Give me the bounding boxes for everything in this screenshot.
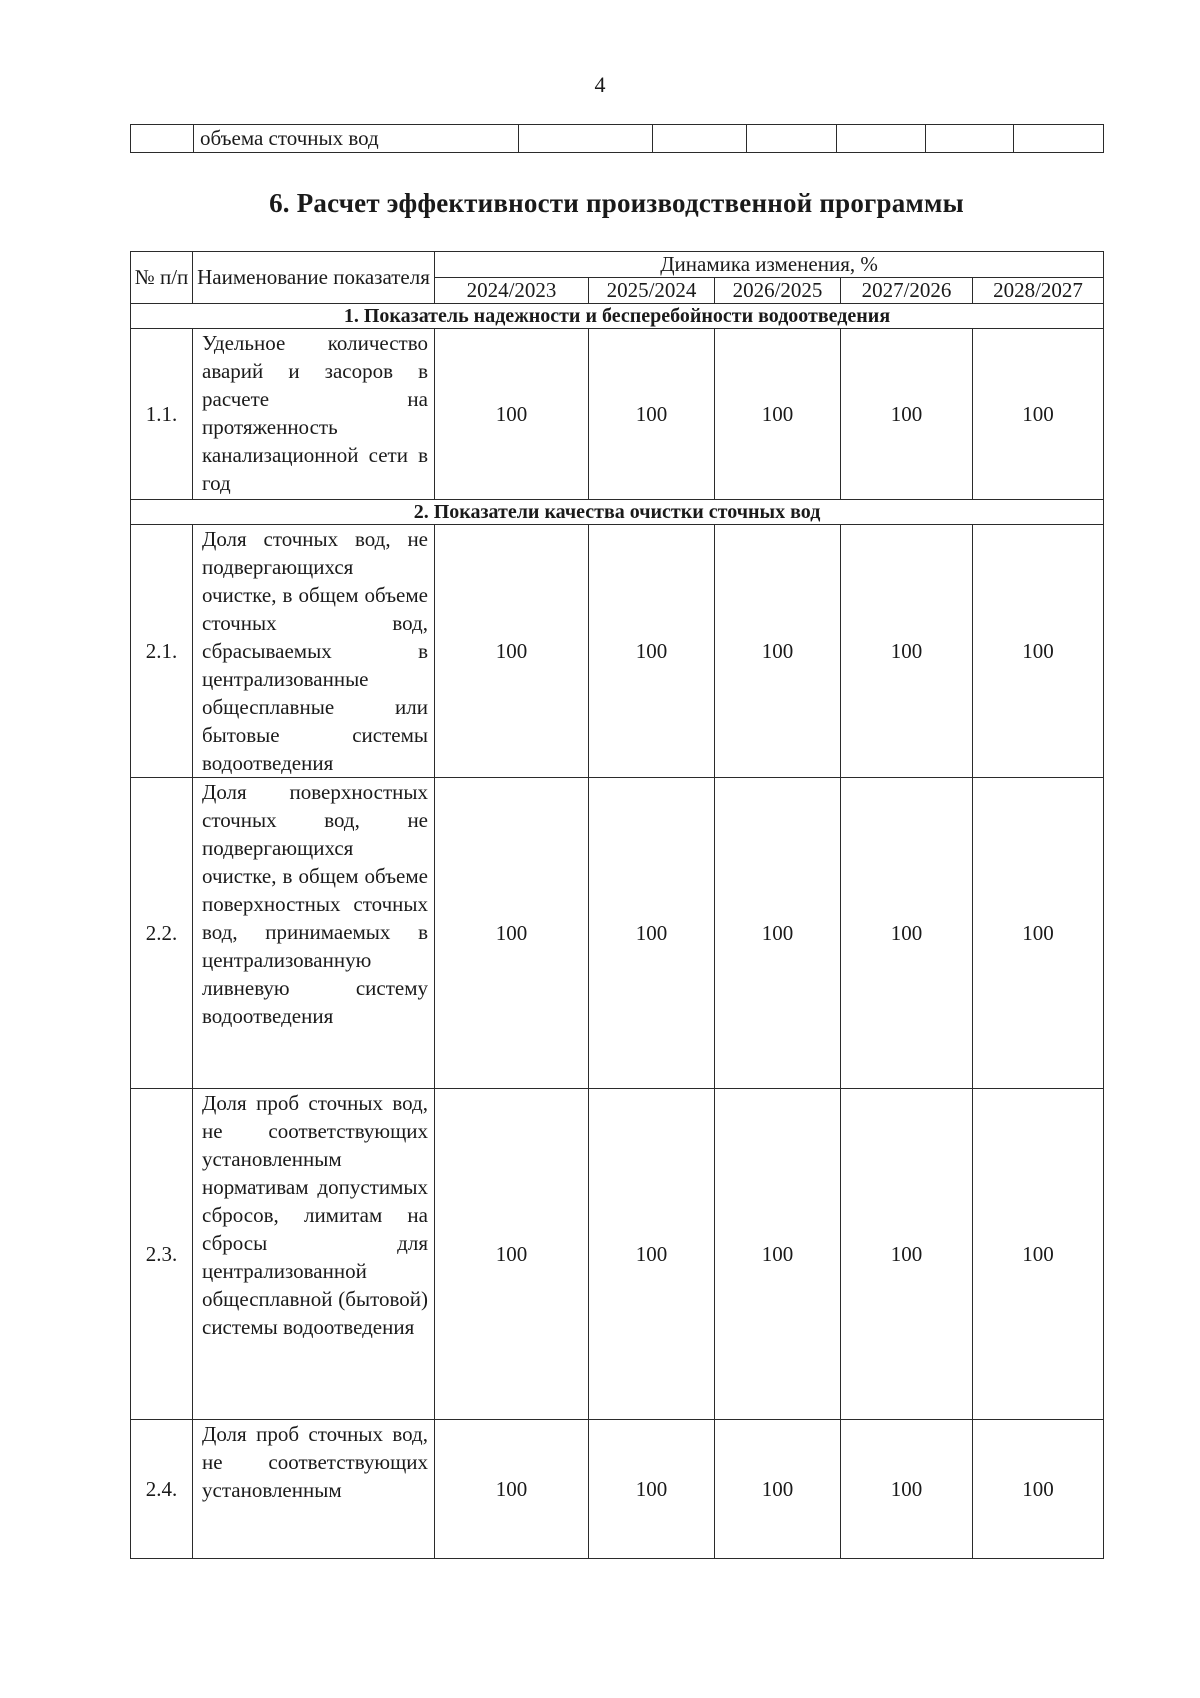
category-row	[131, 304, 1104, 329]
row-value: 100	[589, 1089, 715, 1420]
row-name: Доля проб сточных вод, не соответствующих установленным	[193, 1420, 435, 1559]
row-value: 100	[715, 329, 841, 500]
header-row	[131, 252, 1104, 278]
row-name: Доля поверхностных сточных вод, не подвергающихся очистке, в общем объеме поверхностных сточных вод, принимаемых в централизованную ливневую систему водоотведения	[193, 778, 435, 1089]
row-value: 100	[973, 1089, 1104, 1420]
row-number: 2.3.	[131, 1089, 193, 1420]
category-title: 1. Показатель надежности и бесперебойности водоотведения	[131, 304, 1104, 329]
period-header: 2025/2024	[589, 278, 715, 304]
category-row	[131, 500, 1104, 525]
table-row	[131, 778, 1104, 1089]
category-title: 2. Показатели качества очистки сточных вод	[131, 500, 1104, 525]
row-value: 100	[435, 778, 589, 1089]
period-header: 2024/2023	[435, 278, 589, 304]
empty-cell	[653, 125, 747, 153]
row-value: 100	[589, 778, 715, 1089]
empty-cell	[926, 125, 1014, 153]
row-number: 2.1.	[131, 525, 193, 778]
row-number: 1.1.	[131, 329, 193, 500]
row-value: 100	[435, 1089, 589, 1420]
table-row	[131, 1420, 1104, 1559]
row-value: 100	[715, 1089, 841, 1420]
table-row	[131, 1089, 1104, 1420]
empty-cell	[131, 125, 194, 153]
row-number: 2.2.	[131, 778, 193, 1089]
row-value: 100	[435, 329, 589, 500]
row-value: 100	[589, 329, 715, 500]
row-value: 100	[435, 525, 589, 778]
empty-cell	[519, 125, 653, 153]
row-value: 100	[973, 778, 1104, 1089]
page-number: 4	[594, 72, 606, 97]
row-value: 100	[715, 778, 841, 1089]
row-value: 100	[841, 1089, 973, 1420]
row-value: 100	[973, 1420, 1104, 1559]
col-name-header: Наименование показателя	[193, 252, 435, 304]
row-value: 100	[715, 1420, 841, 1559]
row-value: 100	[973, 329, 1104, 500]
period-header: 2026/2025	[715, 278, 841, 304]
row-value: 100	[589, 1420, 715, 1559]
section-title: 6. Расчет эффективности производственной программы	[269, 188, 964, 218]
row-value: 100	[973, 525, 1104, 778]
row-value: 100	[841, 329, 973, 500]
row-name: Удельное количество аварий и засоров в расчете на протяженность канализационной сети в год	[193, 329, 435, 500]
continuation-row	[131, 125, 1104, 153]
empty-cell	[1014, 125, 1104, 153]
continuation-text: объема сточных вод	[194, 125, 519, 153]
row-value: 100	[589, 525, 715, 778]
group-header: Динамика изменения, %	[435, 252, 1104, 278]
continuation-table	[130, 124, 1104, 153]
row-name: Доля сточных вод, не подвергающихся очистке, в общем объеме сточных вод, сбрасываемых в централизованные общесплавные или бытовые системы водоотведения	[193, 525, 435, 778]
period-header: 2027/2026	[841, 278, 973, 304]
efficiency-table	[130, 251, 1104, 1559]
row-value: 100	[715, 525, 841, 778]
col-no-header: № п/п	[131, 252, 193, 304]
row-value: 100	[841, 1420, 973, 1559]
empty-cell	[837, 125, 926, 153]
empty-cell	[747, 125, 837, 153]
period-header: 2028/2027	[973, 278, 1104, 304]
row-number: 2.4.	[131, 1420, 193, 1559]
row-value: 100	[841, 778, 973, 1089]
row-value: 100	[841, 525, 973, 778]
row-value: 100	[435, 1420, 589, 1559]
table-row	[131, 525, 1104, 778]
table-row	[131, 329, 1104, 500]
row-name: Доля проб сточных вод, не соответствующих установленным нормативам допустимых сбросов, лимитам на сбросы для централизованной общесплавной (бытовой) системы водоотведения	[193, 1089, 435, 1420]
